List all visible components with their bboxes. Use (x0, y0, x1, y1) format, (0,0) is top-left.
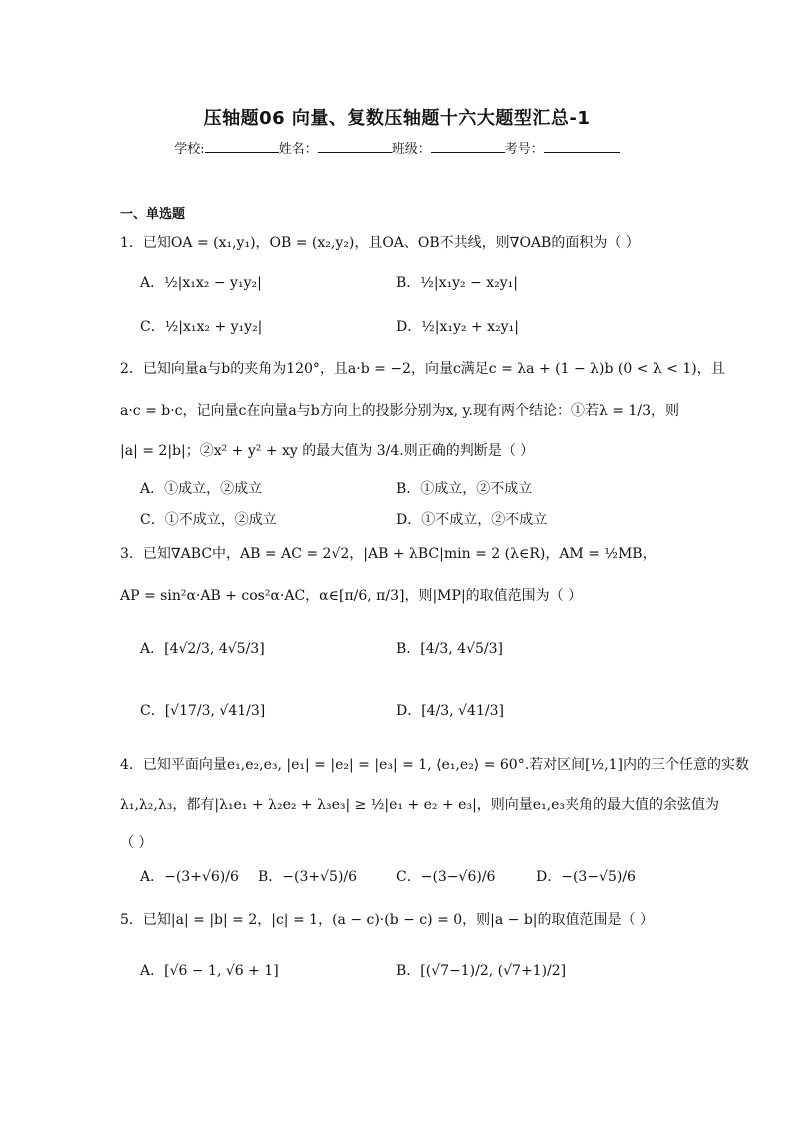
question-2-option-d: D．①不成立，②不成立 (396, 512, 548, 528)
class-blank[interactable] (431, 140, 505, 153)
question-2-line-1: 2．已知向量a与b的夹角为120°，且a·b = −2，向量c满足c = λa + (1 − λ)b (0 < λ < 1)，且 (120, 361, 725, 377)
question-3-option-b: B．[4/3, 4√5/3] (396, 641, 504, 657)
page-title: 压轴题06 向量、复数压轴题十六大题型汇总-1 (203, 108, 591, 129)
question-4-line-3: （ ） (120, 835, 153, 851)
question-5-option-a: A．[√6 − 1, √6 + 1] (140, 963, 279, 979)
question-1-option-c: C．½|x₁x₂ + y₁y₂| (140, 319, 263, 335)
question-2-option-a: A．①成立，②成立 (140, 481, 263, 497)
question-3-option-a: A．[4√2/3, 4√5/3] (140, 641, 265, 657)
question-3-line-2: AP = sin²α·AB + cos²α·AC，α∈[π/6, π/3]，则|MP|的取值范围为（ ） (120, 588, 583, 604)
exam-no-blank[interactable] (544, 140, 620, 153)
class-label: 班级： (391, 142, 431, 157)
question-4-line-1: 4．已知平面向量e₁,e₂,e₃, |e₁| = |e₂| = |e₃| = 1, ⟨e₁,e₂⟩ = 60°.若对区间[½,1]内的三个任意的实数 (120, 757, 750, 773)
question-4-option-b: B．−(3+√5)/6 (258, 869, 358, 885)
question-4-line-2: λ₁,λ₂,λ₃，都有|λ₁e₁ + λ₂e₂ + λ₃e₃| ≥ ½|e₁ + e₂ + e₃|，则向量e₁,e₃夹角的最大值的余弦值为 (120, 797, 720, 813)
name-blank[interactable] (318, 140, 392, 153)
section-heading: 一、单选题 (120, 207, 186, 222)
school-blank[interactable] (205, 140, 279, 153)
question-4-option-a: A．−(3+√6)/6 (140, 869, 239, 885)
question-2-line-2: a·c = b·c，记向量c在向量a与b方向上的投影分别为x, y.现有两个结论：①若λ = 1/3，则 (120, 403, 680, 419)
question-2-line-3: |a| = 2|b|；②x² + y² + xy 的最大值为 3/4.则正确的判断是（ ） (120, 443, 535, 459)
question-1-option-d: D．½|x₁y₂ + x₂y₁| (396, 319, 519, 335)
name-label: 姓名： (278, 142, 318, 157)
question-1-stem: 1．已知OA = (x₁,y₁)，OB = (x₂,y₂)，且OA、OB不共线，则∇OAB的面积为（ ） (120, 235, 640, 251)
question-2-option-b: B．①成立，②不成立 (396, 481, 533, 497)
question-2-option-c: C．①不成立，②成立 (140, 512, 277, 528)
question-5-option-b: B．[(√7−1)/2, (√7+1)/2] (396, 963, 567, 979)
question-3-line-1: 3．已知∇ABC中，AB = AC = 2√2，|AB + λBC|min = 2 (λ∈R)，AM = ½MB， (120, 546, 657, 562)
question-1-option-b: B．½|x₁y₂ − x₂y₁| (396, 275, 518, 291)
question-3-option-d: D．[4/3, √41/3] (396, 703, 504, 719)
question-1-option-a: A．½|x₁x₂ − y₁y₂| (140, 275, 262, 291)
student-info-line (0, 138, 794, 157)
exam-no-label: 考号： (504, 142, 544, 157)
question-5-line-1: 5．已知|a| = |b| = 2，|c| = 1，(a − c)·(b − c) = 0，则|a − b|的取值范围是（ ） (120, 912, 654, 928)
question-3-option-c: C．[√17/3, √41/3] (140, 703, 266, 719)
question-4-option-d: D．−(3−√5)/6 (536, 869, 636, 885)
school-label: 学校: (174, 142, 205, 157)
question-4-option-c: C．−(3−√6)/6 (396, 869, 496, 885)
